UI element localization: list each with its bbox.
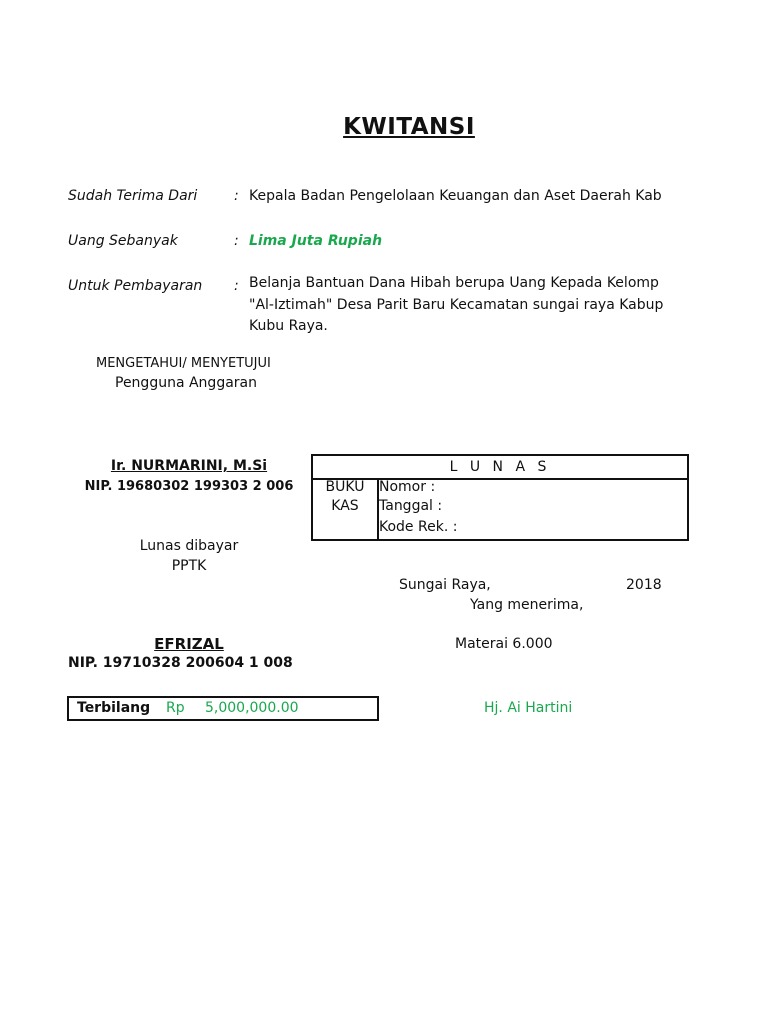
amount-colon: :: [234, 233, 239, 249]
lunas-dibayar-label: Lunas dibayar: [139, 538, 239, 554]
page-title: KWITANSI: [343, 114, 475, 140]
approver-nip: NIP. 19680302 199303 2 006: [84, 479, 294, 494]
received-from-label: Sudah Terima Dari: [68, 188, 198, 204]
approval-heading: MENGETAHUI/ MENYETUJUI: [96, 356, 271, 371]
approval-role: Pengguna Anggaran: [115, 375, 257, 391]
payment-line-2: "Al-Iztimah" Desa Parit Baru Kecamatan sungai raya Kabup: [249, 297, 664, 313]
pptk-label: PPTK: [171, 558, 207, 574]
payment-colon: :: [234, 278, 239, 294]
pptk-nip: NIP. 19710328 200604 1 008: [68, 655, 293, 671]
terbilang-currency: Rp: [166, 700, 185, 716]
stamp-label: Materai 6.000: [455, 636, 553, 652]
buku-label: BUKU: [325, 479, 365, 495]
received-from-colon: :: [234, 188, 239, 204]
lunas-kode-rek: Kode Rek. :: [379, 519, 458, 535]
pptk-name: EFRIZAL: [154, 635, 224, 653]
payment-line-1: Belanja Bantuan Dana Hibah berupa Uang Kepada Kelomp: [249, 275, 659, 291]
terbilang-label: Terbilang: [77, 700, 151, 716]
receiver-label: Yang menerima,: [470, 597, 584, 613]
payment-label: Untuk Pembayaran: [68, 278, 203, 294]
lunas-box: [311, 454, 689, 541]
receipt-year: 2018: [626, 577, 662, 593]
received-from-value: Kepala Badan Pengelolaan Keuangan dan Aset Daerah Kab: [249, 188, 662, 204]
kas-label: KAS: [331, 498, 359, 514]
lunas-header: L U N A S: [313, 456, 687, 480]
payment-line-3: Kubu Raya.: [249, 318, 328, 334]
lunas-nomor: Nomor :: [379, 479, 436, 495]
lunas-tanggal: Tanggal :: [379, 498, 443, 514]
amount-label: Uang Sebanyak: [68, 233, 178, 249]
amount-value: Lima Juta Rupiah: [249, 233, 383, 249]
receiver-name: Hj. Ai Hartini: [484, 700, 573, 716]
approver-name: Ir. NURMARINI, M.Si: [110, 458, 268, 474]
terbilang-box: [67, 696, 379, 721]
terbilang-amount: 5,000,000.00: [205, 700, 299, 716]
receipt-place: Sungai Raya,: [399, 577, 491, 593]
